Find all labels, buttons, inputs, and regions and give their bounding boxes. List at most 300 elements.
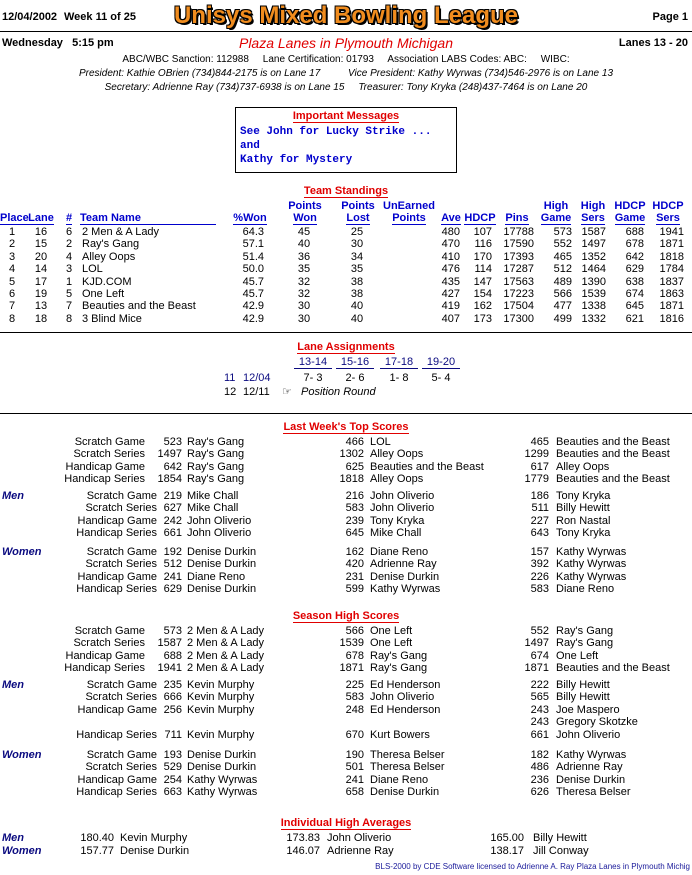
table-row	[0, 313, 692, 325]
score-row	[0, 704, 692, 716]
lane-matchup: 2- 6	[345, 372, 365, 384]
column-header-team: Team Name	[80, 212, 141, 224]
score-row	[0, 786, 692, 798]
standings-title: Team Standings	[303, 185, 389, 197]
table-row	[0, 251, 692, 263]
score-value: 256	[163, 703, 182, 716]
table-cell: 552	[553, 238, 572, 251]
lane-assignments-title: Lane Assignments	[297, 341, 395, 353]
score-row	[0, 558, 692, 570]
score-category: Handicap Series	[76, 728, 157, 741]
table-cell: 32	[297, 275, 311, 288]
score-name: Ray's Gang	[187, 473, 245, 486]
table-cell: 17563	[503, 275, 534, 288]
report-date: 12/04/2002	[2, 11, 58, 23]
table-cell: 114	[474, 263, 492, 276]
score-value: 599	[345, 583, 364, 596]
column-header-lane: Lane	[28, 212, 54, 224]
gender-label: Men	[2, 679, 24, 691]
season-title: Season High Scores	[292, 610, 400, 622]
table-cell: 480	[441, 226, 460, 238]
table-cell: 1818	[659, 250, 684, 263]
table-row	[0, 238, 692, 250]
score-row	[0, 571, 692, 583]
score-value: 241	[345, 773, 364, 786]
column-header-unearned: UnEarned Points	[383, 200, 435, 224]
score-name: Tony Kryka	[556, 527, 611, 540]
score-name: Kevin Murphy	[187, 691, 255, 704]
section-divider	[0, 413, 692, 414]
table-cell: 1338	[581, 300, 606, 313]
score-name: Kevin Murphy	[187, 703, 255, 716]
score-name: Mike Chall	[370, 527, 422, 540]
score-value: 666	[163, 691, 182, 704]
table-cell: 678	[625, 238, 644, 251]
score-value: 1587	[157, 637, 182, 650]
table-cell: 1464	[581, 263, 606, 276]
table-cell: 1497	[581, 238, 606, 251]
column-header-pts-lost: Points Lost	[341, 200, 375, 224]
score-value: 1818	[339, 473, 364, 486]
table-cell: 566	[553, 288, 572, 300]
score-value: 501	[345, 761, 364, 774]
table-cell: 2 Men & A Lady	[82, 226, 160, 238]
score-name: Kurt Bowers	[370, 728, 430, 741]
score-value: 661	[163, 527, 182, 540]
score-name: Alley Oops	[556, 460, 610, 473]
score-name: Ron Nastal	[556, 514, 611, 527]
table-cell: 57.1	[242, 238, 264, 251]
table-cell: 1863	[659, 288, 684, 300]
score-name: Denise Durkin	[370, 786, 440, 799]
lane-range: Lanes 13 - 20	[618, 37, 688, 49]
score-name: Ray's Gang	[187, 448, 245, 461]
score-name: Joe Maspero	[556, 703, 620, 716]
score-value: 1779	[524, 473, 549, 486]
gender-label: Men	[2, 490, 24, 502]
score-value: 226	[530, 570, 549, 583]
table-cell: 6	[65, 226, 73, 238]
week-label: Week 11 of 25	[64, 11, 136, 23]
score-value: 566	[345, 625, 364, 637]
score-name: LOL	[370, 436, 391, 448]
score-value: 678	[345, 649, 364, 662]
score-row	[0, 650, 692, 662]
table-cell: 419	[441, 300, 460, 313]
score-category: Handicap Game	[65, 649, 145, 662]
table-cell: 50.0	[242, 263, 264, 276]
score-value: 552	[530, 625, 549, 637]
gender-label: Women	[2, 749, 42, 761]
table-row	[0, 300, 692, 312]
average-value: 180.40	[80, 832, 114, 844]
score-name: Mike Chall	[187, 490, 239, 502]
day-time: Wednesday 5:15 pm	[2, 37, 114, 49]
score-category: Scratch Series	[85, 691, 157, 704]
score-category: Scratch Series	[85, 761, 157, 774]
table-cell: 1352	[581, 250, 606, 263]
score-name: Alley Oops	[370, 473, 424, 486]
score-category: Handicap Game	[77, 514, 157, 527]
score-value: 529	[163, 761, 182, 774]
score-value: 486	[530, 761, 549, 774]
week-number: 12	[224, 386, 237, 398]
score-name: Beauties and the Beast	[556, 473, 670, 486]
score-name: Denise Durkin	[370, 570, 440, 583]
score-name: Ed Henderson	[370, 679, 441, 691]
table-cell: 4	[8, 263, 16, 276]
score-category: Handicap Game	[77, 773, 157, 786]
score-name: Adrienne Ray	[556, 761, 623, 774]
score-name: Diane Reno	[187, 570, 246, 583]
table-cell: 1587	[581, 226, 606, 238]
table-cell: 45.7	[242, 288, 264, 300]
average-value: 165.00	[490, 832, 524, 844]
average-value: 138.17	[490, 845, 524, 857]
score-name: Diane Reno	[556, 583, 615, 596]
score-value: 231	[345, 570, 364, 583]
score-category: Handicap Game	[77, 703, 157, 716]
lane-matchup: 5- 4	[431, 372, 451, 384]
score-value: 216	[345, 490, 364, 502]
score-value: 1854	[157, 473, 182, 486]
table-cell: 642	[625, 250, 644, 263]
table-cell: 17788	[503, 226, 534, 238]
score-name: Denise Durkin	[187, 583, 257, 596]
column-header-high-sers: High Sers	[580, 200, 606, 224]
score-value: 222	[530, 679, 549, 691]
table-cell: 1837	[659, 275, 684, 288]
table-cell: 170	[473, 250, 492, 263]
score-name: One Left	[370, 637, 413, 650]
score-name: Billy Hewitt	[556, 679, 610, 691]
score-value: 466	[345, 436, 364, 448]
table-cell: 64.3	[242, 226, 264, 238]
score-category: Handicap Series	[76, 583, 157, 596]
table-cell: 489	[553, 275, 572, 288]
table-row	[0, 288, 692, 300]
average-row	[0, 845, 692, 857]
score-name: John Oliverio	[556, 728, 621, 741]
score-value: 573	[163, 625, 182, 637]
column-header-won-pct: %Won	[233, 212, 267, 224]
table-row	[0, 263, 692, 275]
score-name: Beauties and the Beast	[556, 436, 670, 448]
table-cell: 410	[441, 250, 460, 263]
score-name: John Oliverio	[187, 527, 252, 540]
table-cell: 477	[553, 300, 572, 313]
score-row	[0, 625, 692, 637]
score-value: 688	[163, 649, 182, 662]
score-category: Scratch Game	[86, 679, 157, 691]
score-name: Kathy Wyrwas	[556, 570, 627, 583]
score-name: Mike Chall	[187, 502, 239, 515]
table-cell: 42.9	[242, 300, 264, 313]
venue: Plaza Lanes in Plymouth Michigan	[238, 35, 453, 51]
score-name: Ray's Gang	[187, 460, 245, 473]
table-cell: 1871	[659, 238, 684, 251]
score-category: Handicap Series	[64, 662, 145, 675]
score-value: 1871	[339, 662, 364, 675]
table-cell: 499	[553, 312, 572, 325]
score-category: Scratch Series	[85, 502, 157, 515]
score-name: Billy Hewitt	[556, 502, 610, 515]
table-cell: 38	[350, 288, 364, 300]
pointing-hand-icon: ☞	[282, 386, 292, 398]
score-value: 1497	[157, 448, 182, 461]
score-name: Kevin Murphy	[187, 679, 255, 691]
score-name: Tony Kryka	[556, 490, 611, 502]
score-value: 663	[163, 786, 182, 799]
table-cell: 30	[350, 238, 364, 251]
score-value: 626	[530, 786, 549, 799]
score-name: Kathy Wyrwas	[187, 773, 258, 786]
table-cell: 45	[297, 226, 311, 238]
score-value: 227	[530, 514, 549, 527]
table-cell: 20	[34, 250, 48, 263]
league-title: Unisys Mixed Bowling League	[173, 2, 519, 29]
score-row	[0, 637, 692, 649]
score-name: Kathy Wyrwas	[187, 786, 258, 799]
score-row	[0, 490, 692, 502]
table-cell: 32	[297, 288, 311, 300]
score-name: Theresa Belser	[556, 786, 631, 799]
table-cell: 173	[473, 312, 492, 325]
score-value: 157	[530, 546, 549, 558]
table-cell: 42.9	[242, 312, 264, 325]
table-cell: 3 Blind Mice	[82, 312, 142, 325]
column-header-hdcp: HDCP	[464, 212, 496, 224]
score-row	[0, 448, 692, 460]
table-cell: 674	[625, 288, 644, 300]
score-value: 1539	[339, 637, 364, 650]
score-category: Scratch Series	[85, 558, 157, 571]
table-cell: 2	[8, 238, 16, 251]
lane-pair-header: 17-18	[380, 356, 418, 369]
score-name: Denise Durkin	[187, 749, 257, 761]
table-cell: 34	[350, 250, 364, 263]
score-value: 420	[345, 558, 364, 571]
table-cell: 1871	[659, 300, 684, 313]
table-cell: 17590	[503, 238, 534, 251]
table-cell: 45.7	[242, 275, 264, 288]
table-cell: 435	[441, 275, 460, 288]
score-value: 511	[531, 502, 549, 515]
table-cell: 35	[350, 263, 364, 276]
score-value: 629	[163, 583, 182, 596]
score-value: 661	[530, 728, 549, 741]
gender-label: Women	[2, 845, 42, 857]
score-value: 242	[163, 514, 182, 527]
table-cell: 476	[441, 263, 460, 276]
score-name: Tony Kryka	[370, 514, 425, 527]
message-line: Kathy for Mystery	[240, 154, 353, 166]
lane-matchup: 7- 3	[303, 372, 323, 384]
gender-label: Women	[2, 546, 42, 558]
score-name: Diane Reno	[370, 546, 429, 558]
table-cell: 573	[553, 226, 572, 238]
score-row	[0, 716, 692, 728]
table-cell: 645	[625, 300, 644, 313]
score-name: 2 Men & A Lady	[187, 662, 265, 675]
score-value: 248	[345, 703, 364, 716]
score-name: Denise Durkin	[187, 761, 257, 774]
table-cell: 465	[553, 250, 572, 263]
table-cell: 25	[350, 226, 364, 238]
table-cell: 17504	[503, 300, 534, 313]
table-cell: 407	[441, 312, 460, 325]
table-cell: 154	[473, 288, 492, 300]
table-cell: 17	[34, 275, 48, 288]
table-cell: 8	[8, 312, 16, 325]
score-row	[0, 583, 692, 595]
column-header-hdcp-game: HDCP Game	[614, 200, 646, 224]
table-cell: 16	[34, 226, 48, 238]
score-category: Handicap Series	[64, 473, 145, 486]
score-name: John Oliverio	[370, 502, 435, 515]
table-cell: 18	[34, 312, 48, 325]
score-row	[0, 679, 692, 691]
table-cell: Ray's Gang	[82, 238, 140, 251]
score-value: 617	[530, 460, 549, 473]
score-name: Diane Reno	[370, 773, 429, 786]
score-value: 1871	[524, 662, 549, 675]
table-cell: 1784	[659, 263, 684, 276]
score-name: John Oliverio	[370, 691, 435, 704]
officers-line-2: Secretary: Adrienne Ray (734)737-6938 is on Lane 15 Treasurer: Tony Kryka (248)437-7464 is on Lane 20	[104, 82, 588, 93]
score-category: Scratch Game	[74, 436, 145, 448]
lane-pair-header: 15-16	[336, 356, 374, 369]
score-value: 219	[163, 490, 182, 502]
score-name: Billy Hewitt	[556, 691, 610, 704]
score-name: Ray's Gang	[370, 662, 428, 675]
table-cell: 17287	[503, 263, 534, 276]
score-name: One Left	[556, 649, 599, 662]
score-value: 1941	[157, 662, 182, 675]
score-value: 236	[530, 773, 549, 786]
table-cell: 1941	[659, 226, 684, 238]
score-category: Scratch Game	[86, 546, 157, 558]
score-value: 243	[530, 716, 549, 729]
score-category: Handicap Game	[77, 570, 157, 583]
score-name: Theresa Belser	[370, 761, 445, 774]
table-cell: 40	[350, 312, 364, 325]
score-name: 2 Men & A Lady	[187, 637, 265, 650]
score-value: 670	[345, 728, 364, 741]
table-cell: 6	[8, 288, 16, 300]
score-name: Adrienne Ray	[370, 558, 437, 571]
table-row	[0, 226, 692, 238]
score-category: Scratch Game	[86, 749, 157, 761]
table-cell: 427	[441, 288, 460, 300]
position-round-note: Position Round	[301, 386, 376, 398]
table-cell: Beauties and the Beast	[82, 300, 196, 313]
score-value: 674	[530, 649, 549, 662]
score-name: Kathy Wyrwas	[370, 583, 441, 596]
score-name: Ray's Gang	[187, 436, 245, 448]
score-category: Scratch Series	[73, 637, 145, 650]
score-value: 193	[163, 749, 182, 761]
table-cell: 1	[8, 226, 16, 238]
score-row	[0, 461, 692, 473]
table-cell: 17300	[503, 312, 534, 325]
table-cell: 17223	[503, 288, 534, 300]
table-cell: 3	[8, 250, 16, 263]
last-week-title: Last Week's Top Scores	[283, 421, 409, 433]
message-line: See John for Lucky Strike ...	[240, 126, 432, 138]
table-cell: 40	[350, 300, 364, 313]
score-value: 642	[163, 460, 182, 473]
table-cell: KJD.COM	[82, 275, 132, 288]
table-cell: 107	[473, 226, 492, 238]
score-row	[0, 761, 692, 773]
week-number: 11	[224, 372, 236, 384]
score-value: 711	[164, 728, 182, 741]
table-cell: 1	[65, 275, 73, 288]
score-value: 643	[530, 527, 549, 540]
score-value: 625	[345, 460, 364, 473]
table-cell: 1332	[581, 312, 606, 325]
table-cell: 7	[8, 300, 16, 313]
score-category: Scratch Game	[74, 625, 145, 637]
score-value: 658	[345, 786, 364, 799]
sanction-info: ABC/WBC Sanction: 112988 Lane Certification: 01793 Association LABS Codes: ABC: WIBC:	[122, 54, 570, 65]
score-name: 2 Men & A Lady	[187, 649, 265, 662]
score-name: Beauties and the Beast	[370, 460, 484, 473]
score-value: 583	[345, 502, 364, 515]
bowler-name: John Oliverio	[327, 832, 392, 844]
score-value: 190	[345, 749, 364, 761]
table-cell: 36	[297, 250, 311, 263]
score-value: 241	[163, 570, 182, 583]
score-name: Ray's Gang	[556, 637, 614, 650]
table-cell: 4	[65, 250, 73, 263]
table-cell: 1816	[659, 312, 684, 325]
table-cell: 116	[474, 238, 492, 251]
score-value: 645	[345, 527, 364, 540]
score-name: Beauties and the Beast	[556, 448, 670, 461]
score-row	[0, 473, 692, 485]
table-cell: 38	[350, 275, 364, 288]
bowler-name: Denise Durkin	[120, 845, 190, 857]
score-name: Kathy Wyrwas	[556, 749, 627, 761]
score-name: Denise Durkin	[187, 546, 257, 558]
score-value: 627	[163, 502, 182, 515]
score-name: Kathy Wyrwas	[556, 546, 627, 558]
score-name: Denise Durkin	[187, 558, 257, 571]
score-category: Handicap Game	[65, 460, 145, 473]
messages-title: Important Messages	[292, 110, 400, 122]
table-cell: 5	[65, 288, 73, 300]
table-cell: 3	[65, 263, 73, 276]
table-cell: 2	[65, 238, 73, 251]
score-name: Ed Henderson	[370, 703, 441, 716]
table-cell: Alley Oops	[82, 250, 136, 263]
score-name: Kathy Wyrwas	[556, 558, 627, 571]
section-divider	[0, 332, 692, 333]
score-value: 239	[345, 514, 364, 527]
table-cell: One Left	[82, 288, 125, 300]
table-cell: 688	[625, 226, 644, 238]
score-value: 465	[530, 436, 549, 448]
average-value: 157.77	[80, 845, 114, 857]
table-cell: 629	[625, 263, 644, 276]
score-value: 1497	[524, 637, 549, 650]
score-row	[0, 729, 692, 741]
bowler-name: Kevin Murphy	[120, 832, 188, 844]
week-date: 12/04	[243, 372, 271, 384]
table-row	[0, 276, 692, 288]
